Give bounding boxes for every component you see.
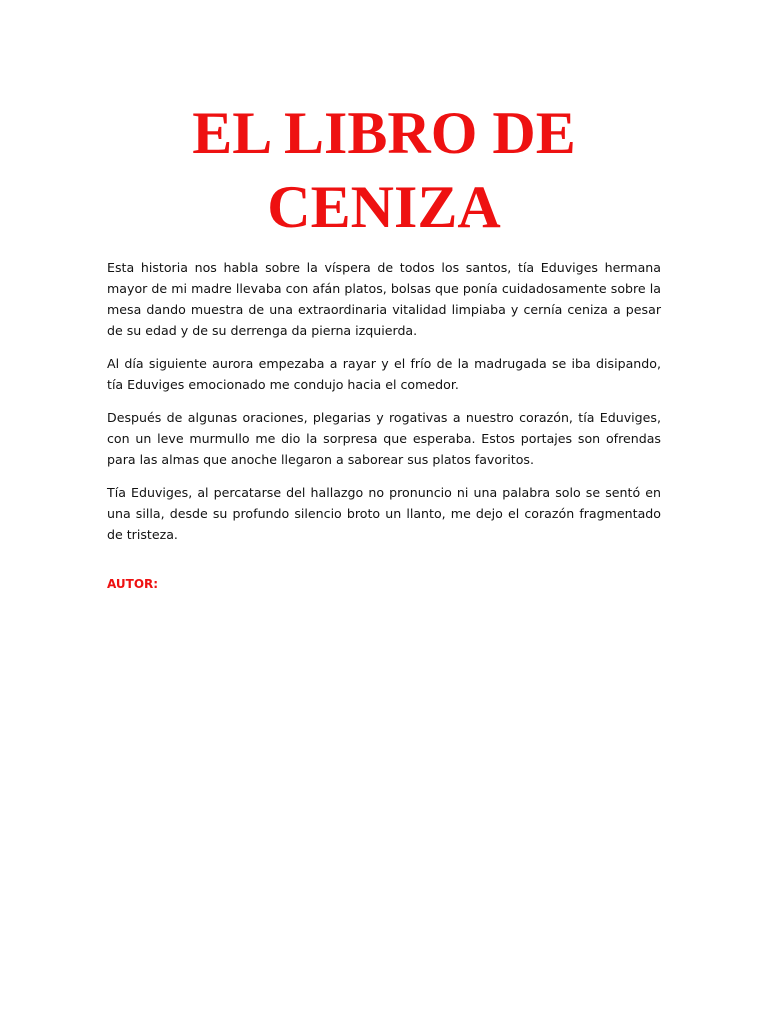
paragraph-2: Al día siguiente aurora empezaba a rayar y el frío de la madrugada se iba disipando, tía Eduviges emocionado me condujo hacia el comedor.: [107, 356, 661, 392]
author-label: AUTOR:: [107, 577, 159, 591]
document-body: [107, 257, 661, 557]
document-title: EL LIBRO DE CENIZA: [192, 100, 576, 240]
paragraph-1: Esta historia nos habla sobre la víspera de todos los santos, tía Eduviges hermana mayor de mi madre llevaba con afán platos, bolsas que ponía cuidadosamente sobre la mesa dando muestra de una extraordinaria vitalidad limpiaba y cernía ceniza a pesar de su edad y de su derrenga da pierna izquierda.: [107, 260, 661, 338]
paragraph-3: Después de algunas oraciones, plegarias y rogativas a nuestro corazón, tía Eduviges, con un leve murmullo me dio la sorpresa que esperaba. Estos portajes son ofrendas para las almas que anoche llegaron a saborear sus platos favoritos.: [107, 410, 661, 467]
paragraph-4: Tía Eduviges, al percatarse del hallazgo no pronuncio ni una palabra solo se sentó en una silla, desde su profundo silencio broto un llanto, me dejo el corazón fragmentado de tristeza.: [107, 485, 661, 542]
